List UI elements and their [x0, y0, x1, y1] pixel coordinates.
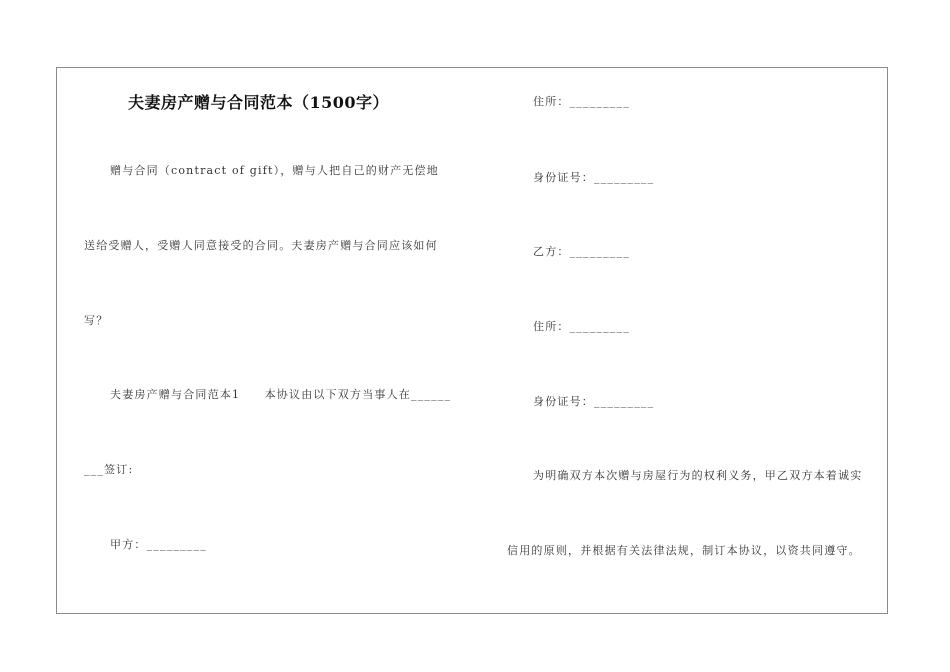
id-number-field-1: 身份证号：_________ — [533, 171, 655, 184]
address-field-2: 住所：_________ — [533, 320, 630, 333]
party-a-field: 甲方：_________ — [110, 538, 207, 551]
party-b-field: 乙方：_________ — [533, 245, 630, 258]
right-paragraph-line-2: 信用的原则，并根据有关法律法规，制订本协议，以资共同遵守。 — [507, 544, 861, 557]
left-paragraph-line-5: ___签订: — [84, 463, 134, 476]
id-number-field-2: 身份证号：_________ — [533, 395, 655, 408]
address-field-1: 住所：_________ — [533, 95, 630, 108]
right-paragraph-line-1: 为明确双方本次赠与房屋行为的权利义务，甲乙双方本着诚实 — [533, 469, 863, 482]
left-paragraph-line-1: 赠与合同（contract of gift），赠与人把自己的财产无偿地 — [110, 164, 439, 177]
left-paragraph-line-2: 送给受赠人，受赠人同意接受的合同。夫妻房产赠与合同应该如何 — [84, 239, 438, 252]
left-paragraph-line-4: 夫妻房产赠与合同范本1 本协议由以下双方当事人在______ — [110, 388, 452, 401]
page-border — [56, 67, 888, 614]
document-title: 夫妻房产赠与合同范本（1500字） — [128, 93, 390, 112]
left-paragraph-line-3: 写？ — [84, 314, 109, 327]
